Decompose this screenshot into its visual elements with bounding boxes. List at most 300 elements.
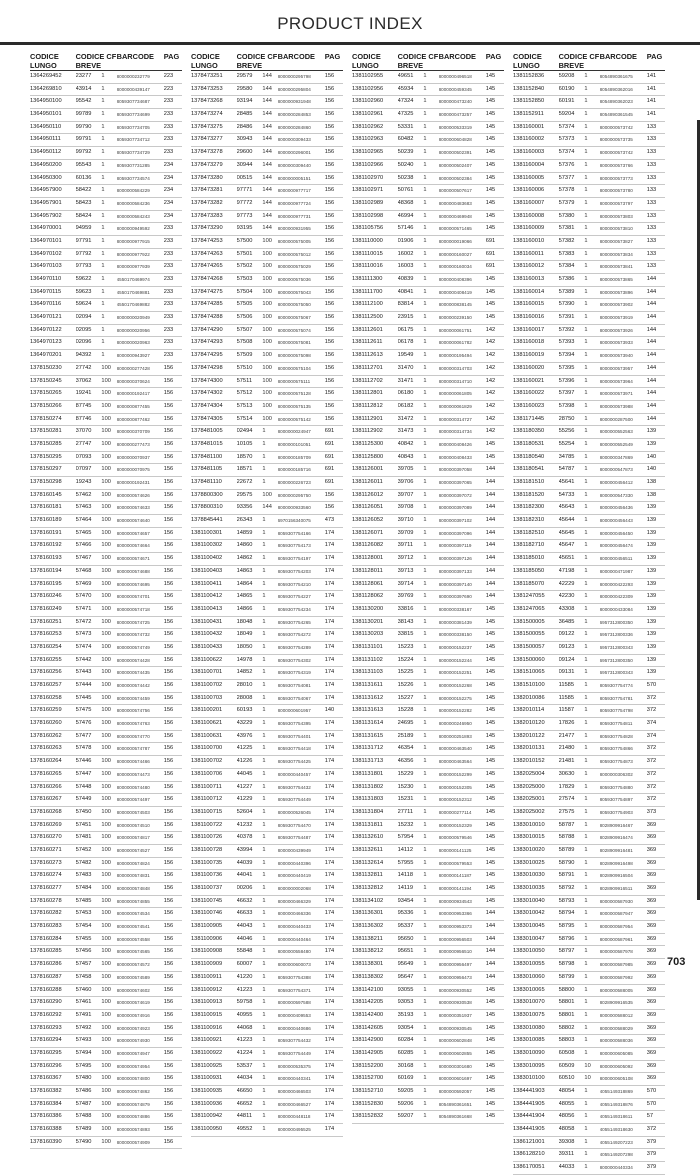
barcode-cell: 8028909916535 bbox=[599, 1000, 633, 1006]
barcode-cell: 8000000931955 bbox=[277, 226, 311, 232]
barcode-cell: 8000000533319 bbox=[438, 124, 472, 130]
codice-lungo-cell: 1381160019 bbox=[513, 352, 545, 359]
codice-lungo-cell: 1381142605 bbox=[352, 1024, 384, 1031]
codice-lungo-cell: 1381100728 bbox=[191, 846, 223, 853]
table-row bbox=[352, 807, 504, 820]
barcode-cell: 8000000573803 bbox=[599, 213, 633, 219]
table-row bbox=[352, 401, 504, 414]
codice-cf-cell: 1 bbox=[584, 326, 588, 333]
codice-lungo-cell: 1381102956 bbox=[352, 85, 384, 92]
barcode-cell: 8000000930545 bbox=[438, 1025, 472, 1031]
barcode-cell: 8000000002068 bbox=[277, 886, 311, 891]
codice-cf-cell: 1 bbox=[584, 225, 588, 232]
codice-lungo-cell: 1378160266 bbox=[30, 783, 62, 790]
codice-lungo-cell: 1381132610 bbox=[352, 834, 384, 841]
page-cell: 140 bbox=[324, 707, 335, 714]
codice-breve-cell: 57457 bbox=[75, 961, 92, 968]
page-cell: 174 bbox=[324, 1113, 335, 1120]
barcode-cell: 8000000284860 bbox=[277, 124, 311, 130]
codice-lungo-cell: 1381112901 bbox=[352, 415, 383, 422]
codice-cf-cell: 1 bbox=[262, 821, 266, 828]
page-cell: 156 bbox=[163, 1037, 174, 1044]
table-row bbox=[513, 147, 665, 160]
table-row bbox=[513, 731, 665, 744]
codice-lungo-cell: 1381160018 bbox=[513, 339, 545, 346]
codice-cf-cell: 1 bbox=[423, 276, 427, 282]
codice-breve-cell: 26343 bbox=[236, 517, 253, 524]
codice-breve-cell: 40841 bbox=[397, 288, 414, 295]
barcode-cell: 8059307754418 bbox=[277, 746, 311, 752]
codice-cf-cell: 1 bbox=[423, 1024, 427, 1031]
page-cell: 145 bbox=[485, 1024, 496, 1031]
codice-breve-cell: 57397 bbox=[558, 390, 575, 397]
codice-breve-cell: 43308 bbox=[558, 605, 575, 612]
page-cell: 223 bbox=[163, 73, 174, 79]
codice-cf-cell: 1 bbox=[262, 1024, 266, 1031]
table-row bbox=[30, 769, 182, 782]
codice-cf-cell: 1 bbox=[584, 237, 588, 244]
page-cell: 372 bbox=[646, 770, 657, 777]
barcode-cell: 6957312800350 bbox=[599, 657, 633, 663]
codice-breve-cell: 57395 bbox=[558, 364, 575, 371]
table-row bbox=[352, 680, 504, 693]
codice-cf-cell: 1 bbox=[101, 301, 105, 308]
codice-breve-cell: 48055 bbox=[558, 1100, 575, 1107]
codice-lungo-cell: 1381138212 bbox=[352, 948, 384, 955]
table-row bbox=[191, 401, 343, 414]
page-cell: 144 bbox=[485, 923, 496, 930]
table-row bbox=[513, 1023, 665, 1036]
barcode-cell: 8000000397096 bbox=[438, 530, 472, 536]
page-cell: 156 bbox=[163, 1100, 174, 1107]
barcode-cell: 6957312800336 bbox=[599, 632, 633, 638]
barcode-cell: 8000000575067 bbox=[277, 315, 311, 321]
table-row bbox=[513, 959, 665, 972]
table-row bbox=[513, 426, 665, 439]
page-cell: 144 bbox=[485, 555, 496, 562]
codice-breve-cell: 44033 bbox=[558, 1164, 575, 1171]
codice-cf-cell: 1 bbox=[584, 910, 588, 917]
table-row bbox=[191, 1124, 343, 1137]
page-cell: 138 bbox=[646, 479, 657, 485]
table-row bbox=[191, 337, 343, 350]
codice-cf-cell: 1 bbox=[584, 643, 588, 650]
codice-cf-cell: 1 bbox=[584, 98, 588, 105]
barcode-cell: 8028909916474 bbox=[599, 835, 633, 841]
codice-lungo-cell: 1381142900 bbox=[352, 1037, 384, 1044]
table-row bbox=[30, 731, 182, 744]
codice-cf-cell: 1 bbox=[584, 402, 588, 409]
codice-breve-cell: 02095 bbox=[75, 326, 92, 333]
codice-breve-cell: 50761 bbox=[397, 187, 414, 194]
barcode-cell: 8000000463540 bbox=[438, 746, 472, 752]
barcode-cell: 8000000574435 bbox=[116, 670, 150, 676]
barcode-cell: 8000000584236 bbox=[116, 200, 150, 206]
page-cell: 145 bbox=[485, 1113, 496, 1120]
codice-lungo-cell: 1378473280 bbox=[191, 174, 223, 181]
table-row bbox=[513, 134, 665, 147]
codice-breve-cell: 29600 bbox=[236, 149, 253, 156]
barcode-cell: 8000000483683 bbox=[438, 200, 472, 206]
codice-breve-cell: 14863 bbox=[236, 567, 253, 574]
barcode-cell: 8000000574879 bbox=[116, 1101, 150, 1107]
codice-breve-cell: 53331 bbox=[397, 123, 414, 130]
codice-breve-cell: 57500 bbox=[236, 237, 253, 244]
table-row bbox=[30, 477, 182, 490]
table-row bbox=[513, 528, 665, 541]
codice-cf-cell: 1 bbox=[584, 1024, 588, 1031]
codice-lungo-cell: 1384441903 bbox=[513, 1088, 545, 1094]
codice-breve-cell: 49552 bbox=[236, 1126, 253, 1133]
codice-cf-cell: 1 bbox=[101, 263, 105, 270]
page-cell: 139 bbox=[646, 656, 657, 663]
page-cell: 156 bbox=[163, 555, 174, 562]
barcode-cell: 8000000574848 bbox=[116, 886, 150, 891]
codice-lungo-cell: 1383010010 bbox=[513, 821, 545, 828]
codice-cf-cell: 1 bbox=[262, 669, 266, 676]
codice-lungo-cell: 1381132611 bbox=[352, 846, 383, 853]
table-row bbox=[30, 667, 182, 680]
barcode-cell: 8054890361545 bbox=[599, 112, 633, 118]
barcode-cell: 8000000575142 bbox=[277, 416, 311, 422]
codice-lungo-cell: 1381100745 bbox=[191, 897, 223, 904]
page-cell: 156 bbox=[163, 770, 174, 777]
codice-lungo-cell: 1381152700 bbox=[352, 1075, 384, 1082]
codice-cf-cell: 100 bbox=[101, 466, 111, 473]
barcode-cell: 8000000575111 bbox=[277, 378, 311, 384]
codice-breve-cell: 44046 bbox=[236, 935, 253, 942]
barcode-cell: 8000000397089 bbox=[438, 505, 472, 511]
codice-lungo-cell: 1381128062 bbox=[352, 593, 384, 600]
page-cell: 174 bbox=[324, 999, 335, 1006]
barcode-cell: 8000000602855 bbox=[438, 1050, 472, 1056]
barcode-cell: 8000000152237 bbox=[438, 644, 472, 650]
barcode-cell: 8000000469948 bbox=[438, 213, 472, 219]
header-codice-cf: CODICE CF bbox=[397, 52, 439, 61]
codice-lungo-cell: 1381185010 bbox=[513, 555, 545, 562]
codice-breve-cell: 57456 bbox=[75, 948, 92, 955]
codice-cf-cell: 1 bbox=[423, 402, 427, 409]
barcode-cell: 8028909916467 bbox=[599, 822, 633, 828]
barcode-cell: 8000000397102 bbox=[438, 518, 472, 524]
codice-cf-cell: 1 bbox=[101, 98, 105, 105]
table-row bbox=[30, 502, 182, 515]
page-cell: 156 bbox=[163, 745, 174, 752]
codice-breve-cell: 41226 bbox=[236, 758, 253, 765]
codice-breve-cell: 57477 bbox=[75, 732, 92, 739]
barcode-cell: 8000000573797 bbox=[599, 200, 633, 206]
barcode-cell: 8000000574602 bbox=[116, 987, 150, 993]
codice-cf-cell: 100 bbox=[101, 453, 111, 460]
header-lungo: LUNGO bbox=[352, 61, 379, 70]
table-row bbox=[513, 693, 665, 706]
table-row bbox=[352, 452, 504, 465]
codice-cf-cell: 1 bbox=[584, 745, 588, 752]
table-row bbox=[513, 173, 665, 186]
page-cell: 139 bbox=[646, 440, 657, 447]
page-cell: 156 bbox=[163, 732, 174, 739]
page-cell: 233 bbox=[163, 301, 174, 308]
codice-cf-cell: 1 bbox=[584, 314, 588, 321]
barcode-cell: 8000000160027 bbox=[438, 251, 472, 257]
codice-breve-cell: 57455 bbox=[75, 935, 92, 942]
barcode-cell: 4055149207223 bbox=[599, 1139, 633, 1145]
barcode-cell: 8000000070975 bbox=[116, 467, 150, 473]
codice-cf-cell: 1 bbox=[262, 834, 266, 841]
codice-cf-cell: 100 bbox=[101, 567, 111, 574]
codice-cf-cell: 1 bbox=[584, 1011, 588, 1018]
codice-lungo-cell: 1381132614 bbox=[352, 859, 384, 866]
barcode-cell: 8054890361675 bbox=[599, 74, 633, 79]
page-cell: 145 bbox=[485, 187, 496, 194]
header-barcode: BARCODE bbox=[599, 52, 637, 61]
codice-cf-cell: 1 bbox=[262, 872, 266, 879]
codice-breve-cell: 93454 bbox=[397, 897, 414, 904]
codice-lungo-cell: 1381100702 bbox=[191, 682, 223, 688]
page-cell: 144 bbox=[646, 314, 657, 321]
page-cell: 233 bbox=[163, 111, 174, 118]
barcode-cell: 8000000552549 bbox=[599, 441, 633, 447]
table-row bbox=[513, 934, 665, 947]
codice-lungo-cell: 1381171445 bbox=[513, 415, 545, 422]
barcode-cell: 8000000574626 bbox=[116, 492, 150, 498]
codice-breve-cell: 47325 bbox=[397, 111, 414, 118]
codice-cf-cell: 1 bbox=[584, 796, 588, 803]
page-cell: 156 bbox=[324, 352, 335, 359]
table-row bbox=[191, 528, 343, 541]
codice-lungo-cell: 1378160273 bbox=[30, 859, 62, 866]
table-row bbox=[191, 84, 343, 97]
table-row bbox=[30, 1061, 182, 1074]
codice-breve-cell: 31470 bbox=[397, 364, 414, 371]
barcode-cell: 8000000574718 bbox=[116, 606, 150, 612]
codice-breve-cell: 57452 bbox=[75, 846, 92, 853]
page-cell: 145 bbox=[485, 1037, 496, 1044]
table-row bbox=[352, 566, 504, 579]
page-cell: 156 bbox=[324, 136, 335, 143]
page-cell: 156 bbox=[163, 466, 174, 473]
page-cell: 174 bbox=[324, 986, 335, 993]
codice-cf-cell: 100 bbox=[262, 390, 272, 397]
codice-breve-cell: 48054 bbox=[558, 1088, 575, 1094]
codice-lungo-cell: 1381102971 bbox=[352, 187, 384, 194]
page-cell: 233 bbox=[163, 314, 174, 321]
codice-breve-cell: 57474 bbox=[75, 643, 92, 650]
barcode-cell: 8000000473240 bbox=[438, 99, 472, 105]
codice-cf-cell: 1 bbox=[262, 948, 266, 955]
codice-breve-cell: 30944 bbox=[236, 161, 253, 168]
header-codice-cf: CODICE CF bbox=[75, 52, 117, 61]
codice-lungo-cell: 1383010050 bbox=[513, 948, 545, 955]
table-row bbox=[30, 1010, 182, 1023]
codice-breve-cell: 55848 bbox=[236, 948, 253, 955]
page-cell: 372 bbox=[646, 694, 657, 701]
barcode-cell: 8059307754302 bbox=[277, 657, 311, 663]
page-cell: 144 bbox=[646, 276, 657, 282]
codice-cf-cell: 100 bbox=[101, 1024, 111, 1031]
page-cell: 156 bbox=[163, 935, 174, 942]
barcode-cell: 8000000573780 bbox=[599, 188, 633, 194]
page-cell: 379 bbox=[646, 1164, 657, 1171]
codice-cf-cell: 1 bbox=[423, 237, 427, 244]
page-cell: 133 bbox=[646, 250, 657, 257]
codice-breve-cell: 60508 bbox=[558, 1049, 575, 1056]
table-row bbox=[352, 858, 504, 871]
codice-breve-cell: 39712 bbox=[397, 555, 414, 562]
page-cell: 174 bbox=[324, 529, 335, 536]
codice-lungo-cell: 1378160283 bbox=[30, 923, 62, 930]
page-cell: 156 bbox=[163, 1011, 174, 1018]
table-row bbox=[191, 211, 343, 224]
codice-cf-cell: 100 bbox=[101, 935, 111, 942]
codice-lungo-cell: 1378473283 bbox=[191, 212, 223, 219]
codice-lungo-cell: 1381100301 bbox=[191, 529, 223, 536]
codice-breve-cell: 14118 bbox=[397, 872, 413, 879]
codice-breve-cell: 40842 bbox=[397, 440, 414, 447]
codice-lungo-cell: 1381112902 bbox=[352, 428, 383, 435]
table-row bbox=[352, 1073, 504, 1086]
page-number: 703 bbox=[667, 956, 686, 968]
page-cell: 156 bbox=[324, 225, 335, 232]
page-cell: 145 bbox=[485, 682, 496, 688]
codice-breve-cell: 58801 bbox=[558, 1011, 575, 1018]
page-cell: 156 bbox=[324, 415, 335, 422]
codice-cf-cell: 1 bbox=[584, 301, 588, 308]
codice-lungo-cell: 1364970201 bbox=[30, 352, 62, 359]
codice-lungo-cell: 1378160191 bbox=[30, 529, 62, 536]
barcode-cell: 8028909916504 bbox=[599, 873, 633, 879]
codice-cf-cell: 100 bbox=[262, 326, 272, 333]
codice-cf-cell: 1 bbox=[423, 834, 427, 841]
codice-cf-cell: 100 bbox=[262, 339, 272, 346]
codice-cf-cell: 1 bbox=[101, 250, 105, 257]
codice-cf-cell: 100 bbox=[101, 859, 111, 866]
page-cell: 369 bbox=[646, 859, 657, 866]
barcode-cell: 8000000943927 bbox=[116, 353, 150, 359]
codice-breve-cell: 57454 bbox=[75, 923, 92, 930]
codice-cf-cell: 100 bbox=[262, 237, 272, 244]
codice-cf-cell: 1 bbox=[423, 161, 427, 168]
codice-lungo-cell: 1378473277 bbox=[191, 136, 223, 143]
barcode-cell: 8000000956503 bbox=[438, 936, 472, 942]
table-row bbox=[191, 1111, 343, 1124]
codice-lungo-cell: 1381102961 bbox=[352, 111, 384, 118]
codice-cf-cell: 10 bbox=[584, 1062, 591, 1069]
codice-cf-cell: 144 bbox=[262, 85, 272, 92]
table-row bbox=[30, 832, 182, 845]
table-row bbox=[352, 540, 504, 553]
table-row bbox=[513, 1061, 665, 1074]
codice-lungo-cell: 1378160292 bbox=[30, 1011, 62, 1018]
codice-breve-cell: 58800 bbox=[558, 986, 575, 993]
codice-cf-cell: 144 bbox=[262, 111, 272, 118]
codice-breve-cell: 57449 bbox=[75, 796, 92, 803]
page-cell: 156 bbox=[324, 301, 335, 308]
codice-cf-cell: 100 bbox=[262, 364, 272, 371]
codice-lungo-cell: 1381100911 bbox=[191, 973, 222, 980]
page-cell: 145 bbox=[485, 314, 496, 321]
table-row bbox=[191, 756, 343, 769]
table-row bbox=[191, 972, 343, 985]
codice-lungo-cell: 1381142205 bbox=[352, 999, 384, 1006]
barcode-cell: 8059307754272 bbox=[277, 632, 311, 638]
codice-lungo-cell: 1381100942 bbox=[191, 1113, 223, 1120]
codice-lungo-cell: 1381110000 bbox=[352, 237, 383, 244]
table-row bbox=[513, 1048, 665, 1061]
barcode-cell: 8000000185709 bbox=[277, 454, 311, 460]
codice-lungo-cell: 1381181520 bbox=[513, 491, 545, 498]
header-codice: CODICE bbox=[30, 52, 59, 61]
header-breve: BREVE bbox=[75, 61, 102, 70]
barcode-cell: 8000000956510 bbox=[438, 949, 472, 955]
codice-breve-cell: 21481 bbox=[558, 758, 575, 765]
codice-lungo-cell: 1381100736 bbox=[191, 872, 223, 879]
table-row bbox=[191, 1048, 343, 1061]
codice-cf-cell: 1 bbox=[101, 187, 105, 194]
barcode-cell: 8000000575050 bbox=[277, 302, 311, 308]
table-row bbox=[30, 439, 182, 452]
codice-breve-cell: 39706 bbox=[397, 479, 414, 485]
table-row bbox=[352, 693, 504, 706]
table-row bbox=[191, 249, 343, 262]
table-row bbox=[352, 934, 504, 947]
barcode-cell: 8059307734705 bbox=[116, 124, 150, 130]
codice-lungo-cell: 1378473251 bbox=[191, 73, 223, 79]
page-cell: 139 bbox=[646, 580, 657, 587]
table-row bbox=[191, 820, 343, 833]
codice-breve-cell: 31471 bbox=[397, 377, 414, 384]
codice-lungo-cell: 1378160278 bbox=[30, 897, 62, 904]
barcode-cell: 8059307734699 bbox=[116, 112, 150, 118]
codice-cf-cell: 1 bbox=[584, 859, 588, 866]
barcode-cell: 8000000152305 bbox=[438, 784, 472, 790]
codice-cf-cell: 1 bbox=[423, 885, 427, 891]
codice-lungo-cell: 1378473275 bbox=[191, 123, 223, 130]
codice-cf-cell: 100 bbox=[262, 250, 272, 257]
page-cell: 233 bbox=[163, 326, 174, 333]
codice-cf-cell: 1 bbox=[262, 1037, 266, 1044]
table-row bbox=[30, 312, 182, 325]
table-row bbox=[513, 1162, 665, 1175]
codice-lungo-cell: 1378160181 bbox=[30, 504, 62, 511]
barcode-cell: 8000000574442 bbox=[116, 683, 150, 688]
page-cell: 144 bbox=[485, 504, 496, 511]
codice-cf-cell: 1 bbox=[584, 187, 588, 194]
codice-lungo-cell: 1378160192 bbox=[30, 542, 62, 549]
codice-breve-cell: 02494 bbox=[236, 428, 253, 435]
codice-breve-cell: 60285 bbox=[397, 1049, 414, 1056]
table-body bbox=[191, 71, 343, 1137]
table-row bbox=[191, 946, 343, 959]
barcode-cell: 8000000574589 bbox=[116, 974, 150, 980]
page-cell: 145 bbox=[485, 885, 496, 891]
table-row bbox=[513, 617, 665, 630]
page-cell: 145 bbox=[485, 758, 496, 765]
codice-cf-cell: 1 bbox=[423, 986, 427, 993]
barcode-cell: 8000000587947 bbox=[599, 911, 633, 917]
table-row bbox=[352, 883, 504, 896]
page-cell: 156 bbox=[163, 605, 174, 612]
page-cell: 145 bbox=[485, 301, 496, 308]
codice-cf-cell: 1 bbox=[423, 466, 427, 473]
codice-breve-cell: 09124 bbox=[558, 656, 575, 663]
codice-lungo-cell: 1364970121 bbox=[30, 314, 62, 321]
page-cell: 156 bbox=[163, 808, 174, 815]
page-cell: 145 bbox=[485, 656, 496, 663]
codice-lungo-cell: 1381136301 bbox=[352, 910, 384, 917]
barcode-cell: 8059307754903 bbox=[599, 809, 633, 815]
page-cell: 156 bbox=[163, 885, 174, 891]
